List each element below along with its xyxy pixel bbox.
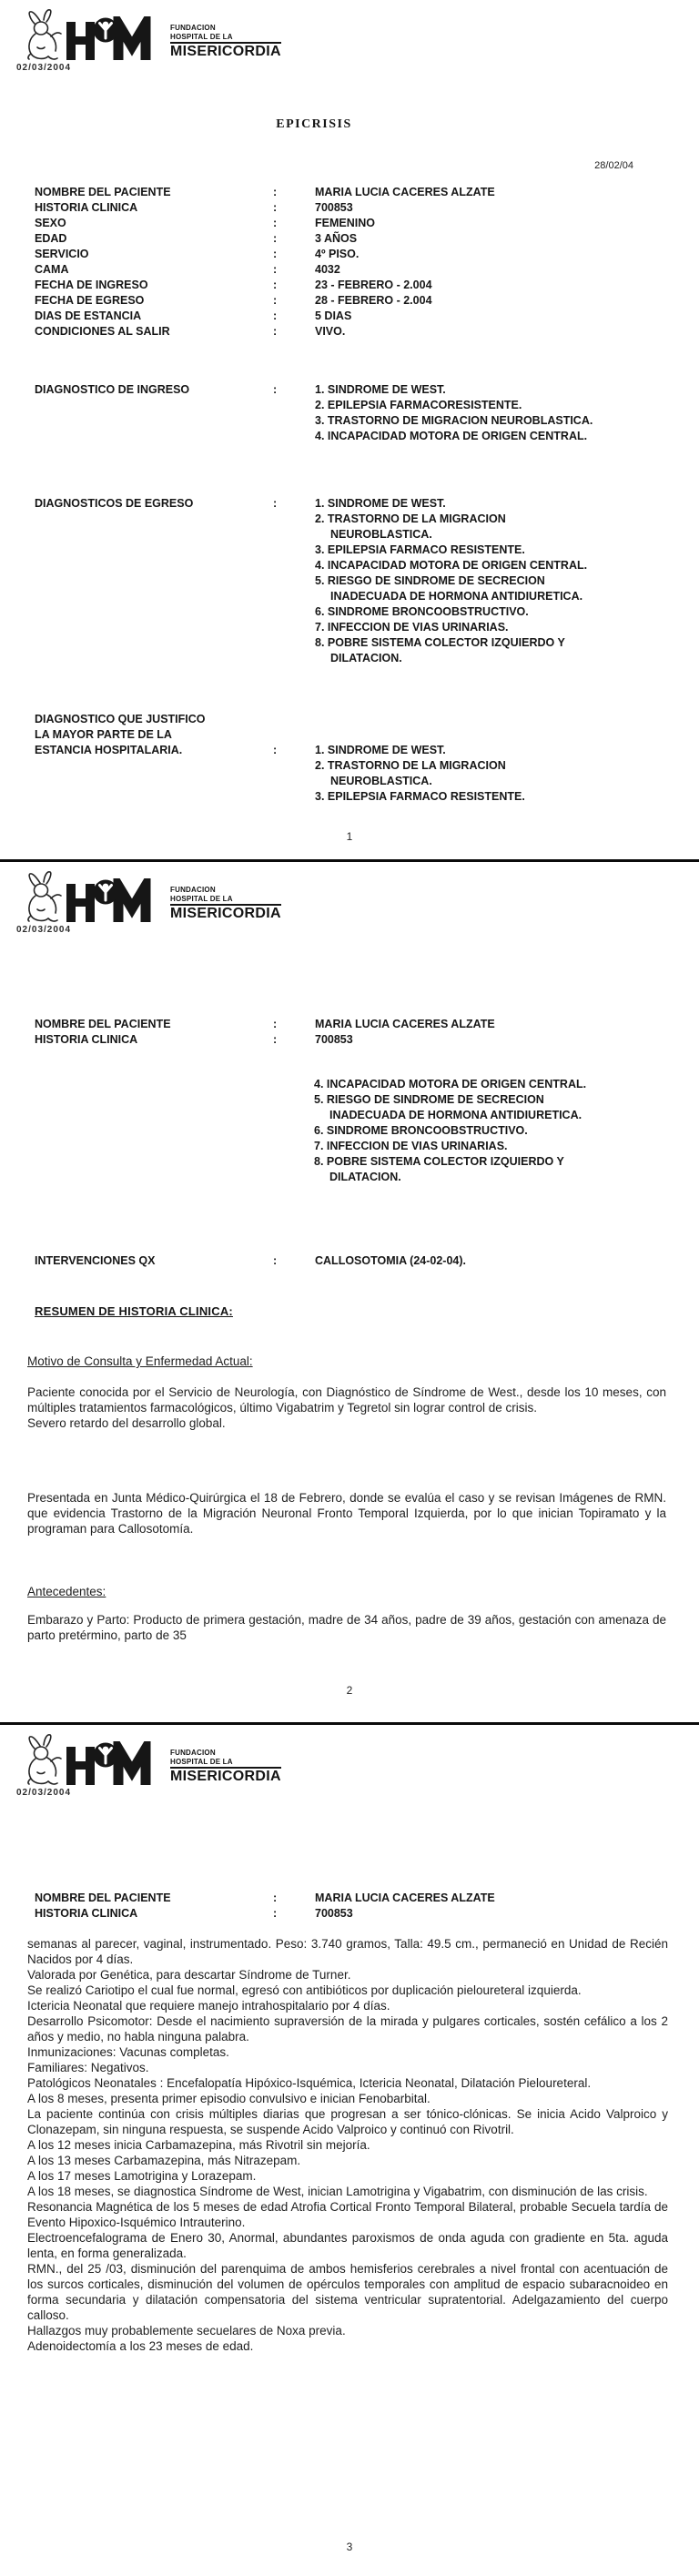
body-paragraph: Electroencefalograma de Enero 30, Anormal, abundantes paroxismos de onda aguda con gradiente en 5ta. aguda lenta, en forma generalizada. — [27, 2231, 668, 2260]
field-colon: : — [273, 1254, 278, 1267]
section-label: DIAGNOSTICO DE INGRESO — [35, 383, 190, 396]
field-colon: : — [273, 1018, 278, 1030]
field-value: 3 AÑOS — [315, 232, 358, 245]
field-label: INTERVENCIONES QX — [35, 1254, 156, 1267]
body-paragraph: Familiares: Negativos. — [27, 2061, 149, 2074]
rabbit-mascot-icon — [24, 869, 64, 924]
diagnosis-item: 4. INCAPACIDAD MOTORA DE ORIGEN CENTRAL. — [315, 559, 588, 572]
section-diagnostico-justifico — [35, 712, 672, 805]
diagnosis-item: 1. SINDROME DE WEST. — [315, 497, 446, 510]
section-label: DIAGNOSTICOS DE EGRESO — [35, 497, 194, 510]
document-page-1 — [0, 0, 699, 862]
diagnosis-item: 4. INCAPACIDAD MOTORA DE ORIGEN CENTRAL. — [314, 1078, 587, 1090]
field-colon: : — [273, 1907, 278, 1920]
diagnosis-item: 8. POBRE SISTEMA COLECTOR IZQUIERDO Y DILATACION. — [314, 1155, 564, 1183]
section-colon: : — [273, 383, 278, 396]
diagnosis-item: 3. EPILEPSIA FARMACO RESISTENTE. — [315, 790, 525, 803]
report-date: 28/02/04 — [594, 160, 633, 171]
body-paragraph: Se realizó Cariotipo el cual fue normal, egresó con antibióticos por duplicación pieloureteral izquierda. — [27, 1983, 582, 1997]
org-line-2: HOSPITAL DE LA — [170, 32, 233, 41]
hm-monogram-icon — [66, 878, 168, 924]
field-colon: : — [273, 279, 278, 291]
field-label: NOMBRE DEL PACIENTE — [35, 1891, 171, 1904]
resumen-heading: RESUMEN DE HISTORIA CLINICA: — [35, 1304, 233, 1318]
org-line-1: FUNDACION — [170, 24, 216, 32]
field-value: CALLOSOTOMIA (24-02-04). — [315, 1254, 466, 1267]
document-page-3 — [0, 1725, 699, 2576]
body-paragraph: Severo retardo del desarrollo global. — [27, 1416, 226, 1430]
field-row-historia — [35, 200, 672, 216]
body-paragraph: Embarazo y Parto: Producto de primera gestación, madre de 34 años, padre de 39 años, gestación con amenaza de parto pretérmino, parto de 35 — [27, 1613, 666, 1642]
body-paragraph: A los 17 meses Lamotrigina y Lorazepam. — [27, 2169, 257, 2183]
diagnosis-item: 2. TRASTORNO DE LA MIGRACION NEUROBLASTICA. — [315, 759, 506, 787]
body-paragraph: Valorada por Genética, para descartar Síndrome de Turner. — [27, 1968, 351, 1982]
org-name-block — [170, 1749, 281, 1787]
body-paragraph: A los 12 meses inicia Carbamazepina, más Rivotril sin mejoría. — [27, 2138, 370, 2152]
body-paragraph: Inmunizaciones: Vacunas completas. — [27, 2045, 229, 2059]
body-paragraph: semanas al parecer, vaginal, instrumentado. Peso: 3.740 gramos, Talla: 49.5 cm., permaneció en Unidad de Recién Nacidos por 4 días. — [27, 1937, 668, 1966]
print-date-stamp: 02/03/2004 — [16, 1788, 72, 1798]
org-line-1: FUNDACION — [170, 1749, 216, 1757]
diagnosis-list — [315, 382, 599, 444]
field-label: HISTORIA CLINICA — [35, 201, 138, 214]
rabbit-mascot-icon — [24, 7, 64, 62]
field-row-nombre — [35, 1017, 672, 1032]
egreso-continuation-list — [314, 1077, 614, 1185]
patient-data-block — [35, 1891, 672, 1922]
field-label: CAMA — [35, 263, 69, 276]
section-label-line: ESTANCIA HOSPITALARIA. — [35, 744, 183, 756]
field-colon: : — [273, 186, 278, 198]
body-paragraph: A los 18 meses, se diagnostica Síndrome de West, inician Lamotrigina y Vigabatrim, con disminución de las crisis. — [27, 2185, 648, 2198]
history-body — [27, 1936, 668, 2354]
section-diagnosticos-egreso — [35, 496, 672, 666]
field-label: EDAD — [35, 232, 67, 245]
org-name-block — [170, 24, 281, 62]
body-paragraph: Ictericia Neonatal que requiere manejo intrahospitalario por 4 días. — [27, 1999, 390, 2013]
diagnosis-item: 3. EPILEPSIA FARMACO RESISTENTE. — [315, 543, 525, 556]
field-value: MARIA LUCIA CACERES ALZATE — [315, 1891, 495, 1904]
field-row-nombre — [35, 185, 672, 200]
hospital-logo — [24, 7, 281, 62]
field-value: 700853 — [315, 201, 353, 214]
intervenciones-block — [35, 1253, 672, 1269]
section-diagnostico-ingreso — [35, 382, 672, 444]
field-colon: : — [273, 248, 278, 260]
body-paragraph: A los 13 meses Carbamazepina, más Nitrazepam. — [27, 2154, 301, 2167]
diagnosis-list — [315, 496, 599, 666]
diagnosis-list — [315, 743, 599, 805]
section-colon: : — [273, 497, 278, 510]
motivo-heading: Motivo de Consulta y Enfermedad Actual: — [27, 1354, 253, 1368]
field-row-fecha-ingreso — [35, 278, 672, 293]
document-page-2 — [0, 862, 699, 1725]
org-line-3: MISERICORDIA — [170, 44, 281, 59]
motivo-paragraphs — [27, 1384, 666, 1431]
org-line-1: FUNDACION — [170, 886, 216, 894]
field-value: VIVO. — [315, 325, 346, 338]
junta-paragraph — [27, 1490, 666, 1536]
field-row-sexo — [35, 216, 672, 231]
page-number: 2 — [346, 1684, 353, 1697]
diagnosis-item: 6. SINDROME BRONCOOBSTRUCTIVO. — [315, 605, 529, 618]
field-row-fecha-egreso — [35, 293, 672, 309]
diagnosis-item: 7. INFECCION DE VIAS URINARIAS. — [315, 621, 509, 634]
field-value: MARIA LUCIA CACERES ALZATE — [315, 186, 495, 198]
page-number: 3 — [346, 2541, 353, 2553]
field-value: 5 DIAS — [315, 309, 352, 322]
hospital-logo — [24, 869, 281, 924]
patient-data-block — [35, 185, 672, 340]
field-colon: : — [273, 263, 278, 276]
page-number: 1 — [346, 830, 353, 843]
field-row-dias-estancia — [35, 309, 672, 324]
diagnosis-item: 2. EPILEPSIA FARMACORESISTENTE. — [315, 399, 522, 411]
section-colon: : — [273, 744, 278, 756]
field-colon: : — [273, 217, 278, 229]
body-paragraph: Presentada en Junta Médico-Quirúrgica el 18 de Febrero, donde se evalúa el caso y se revisan Imágenes de RMN. que evidencia Trastorno de la Migración Neuronal Fronto Temporal Izquierda, por lo que inician Topiramato y la programan para Callosotomía. — [27, 1491, 666, 1536]
field-value: 4032 — [315, 263, 340, 276]
section-label — [35, 712, 273, 805]
hm-monogram-icon — [66, 1741, 168, 1787]
field-label: DIAS DE ESTANCIA — [35, 309, 142, 322]
field-colon: : — [273, 1891, 278, 1904]
diagnosis-item: 1. SINDROME DE WEST. — [315, 383, 446, 396]
body-paragraph: A los 8 meses, presenta primer episodio convulsivo e inician Fenobarbital. — [27, 2092, 431, 2105]
field-label: SERVICIO — [35, 248, 89, 260]
org-name-block — [170, 886, 281, 924]
field-colon: : — [273, 201, 278, 214]
field-value: 28 - FEBRERO - 2.004 — [315, 294, 432, 307]
antecedentes-heading: Antecedentes: — [27, 1585, 106, 1598]
diagnosis-item: 5. RIESGO DE SINDROME DE SECRECION INADECUADA DE HORMONA ANTIDIURETICA. — [314, 1093, 582, 1121]
body-paragraph: Adenoidectomía a los 23 meses de edad. — [27, 2339, 254, 2353]
body-paragraph: Patológicos Neonatales : Encefalopatía Hipóxico-Isquémica, Ictericia Neonatal, Dilatación Pieloureteral. — [27, 2076, 592, 2090]
field-row-cama — [35, 262, 672, 278]
diagnosis-item: 1. SINDROME DE WEST. — [315, 744, 446, 756]
diagnosis-item: 6. SINDROME BRONCOOBSTRUCTIVO. — [314, 1124, 528, 1137]
org-line-3: MISERICORDIA — [170, 906, 281, 921]
diagnosis-item: 2. TRASTORNO DE LA MIGRACION NEUROBLASTICA. — [315, 512, 506, 541]
document-title: EPICRISIS — [276, 117, 352, 131]
field-row-historia — [35, 1906, 672, 1922]
field-value: 4º PISO. — [315, 248, 360, 260]
field-row-condiciones — [35, 324, 672, 340]
field-value: FEMENINO — [315, 217, 375, 229]
org-line-2: HOSPITAL DE LA — [170, 1757, 233, 1766]
field-label: NOMBRE DEL PACIENTE — [35, 1018, 171, 1030]
field-row-intervenciones — [35, 1253, 672, 1269]
field-value: 23 - FEBRERO - 2.004 — [315, 279, 432, 291]
diagnosis-item: 3. TRASTORNO DE MIGRACION NEUROBLASTICA. — [315, 414, 593, 427]
section-label-line: DIAGNOSTICO QUE JUSTIFICO — [35, 713, 206, 725]
org-line-2: HOSPITAL DE LA — [170, 894, 233, 903]
diagnosis-item: 8. POBRE SISTEMA COLECTOR IZQUIERDO Y DILATACION. — [315, 636, 565, 664]
field-label: FECHA DE EGRESO — [35, 294, 145, 307]
diagnosis-item: 5. RIESGO DE SINDROME DE SECRECION INADECUADA DE HORMONA ANTIDIURETICA. — [315, 574, 583, 603]
body-paragraph: Resonancia Magnética de los 5 meses de edad Atrofia Cortical Fronto Temporal Bilateral, probable Secuela tardía de Evento Hipoxico-Isquémico Intrauterino. — [27, 2200, 668, 2229]
rabbit-mascot-icon — [24, 1732, 64, 1787]
field-value: 700853 — [315, 1907, 353, 1920]
patient-data-block — [35, 1017, 672, 1048]
body-paragraph: Hallazgos muy probablemente secuelares de Noxa previa. — [27, 2324, 346, 2338]
field-label: NOMBRE DEL PACIENTE — [35, 186, 171, 198]
field-colon: : — [273, 325, 278, 338]
field-label: HISTORIA CLINICA — [35, 1033, 138, 1046]
org-line-3: MISERICORDIA — [170, 1769, 281, 1784]
field-value: MARIA LUCIA CACERES ALZATE — [315, 1018, 495, 1030]
diagnosis-item: 7. INFECCION DE VIAS URINARIAS. — [314, 1140, 508, 1152]
field-value: 700853 — [315, 1033, 353, 1046]
antecedentes-paragraph — [27, 1612, 666, 1643]
body-paragraph: Paciente conocida por el Servicio de Neurología, con Diagnóstico de Síndrome de West., desde los 10 meses, con múltiples tratamientos farmacológicos, último Vigabatrim y Tegretol sin lograr control de crisis. — [27, 1385, 666, 1415]
body-paragraph: RMN., del 25 /03, disminución del parenquima de ambos hemisferios cerebrales a nivel frontal con acentuación de los surcos corticales, disminución del volumen de opérculos temporales con amplitud de espacio subaracnoideo en forma secundaria y dilatación compensatoria del sistema ventricular supratentorial. Adelgazamiento del cuerpo calloso. — [27, 2262, 668, 2322]
hospital-logo — [24, 1732, 281, 1787]
hm-monogram-icon — [66, 16, 168, 62]
print-date-stamp: 02/03/2004 — [16, 925, 72, 935]
field-colon: : — [273, 309, 278, 322]
print-date-stamp: 02/03/2004 — [16, 63, 72, 73]
field-label: FECHA DE INGRESO — [35, 279, 148, 291]
field-label: SEXO — [35, 217, 66, 229]
field-row-nombre — [35, 1891, 672, 1906]
field-label: HISTORIA CLINICA — [35, 1907, 138, 1920]
field-colon: : — [273, 1033, 278, 1046]
section-label-line: LA MAYOR PARTE DE LA — [35, 728, 172, 741]
field-row-servicio — [35, 247, 672, 262]
field-row-edad — [35, 231, 672, 247]
field-colon: : — [273, 294, 278, 307]
field-label: CONDICIONES AL SALIR — [35, 325, 170, 338]
field-colon: : — [273, 232, 278, 245]
diagnosis-item: 4. INCAPACIDAD MOTORA DE ORIGEN CENTRAL. — [315, 430, 588, 442]
body-paragraph: Desarrollo Psicomotor: Desde el nacimiento supraversión de la mirada y pulgares corticales, sostén cefálico a los 2 años y medio, no habla ninguna palabra. — [27, 2014, 668, 2044]
field-row-historia — [35, 1032, 672, 1048]
body-paragraph: La paciente continúa con crisis múltiples diarias que progresan a ser tónico-clónicas. Se inicia Acido Valproico y Clonazepam, sin ninguna respuesta, se suspende Acido Valproico y continuó con Rivotril. — [27, 2107, 668, 2136]
